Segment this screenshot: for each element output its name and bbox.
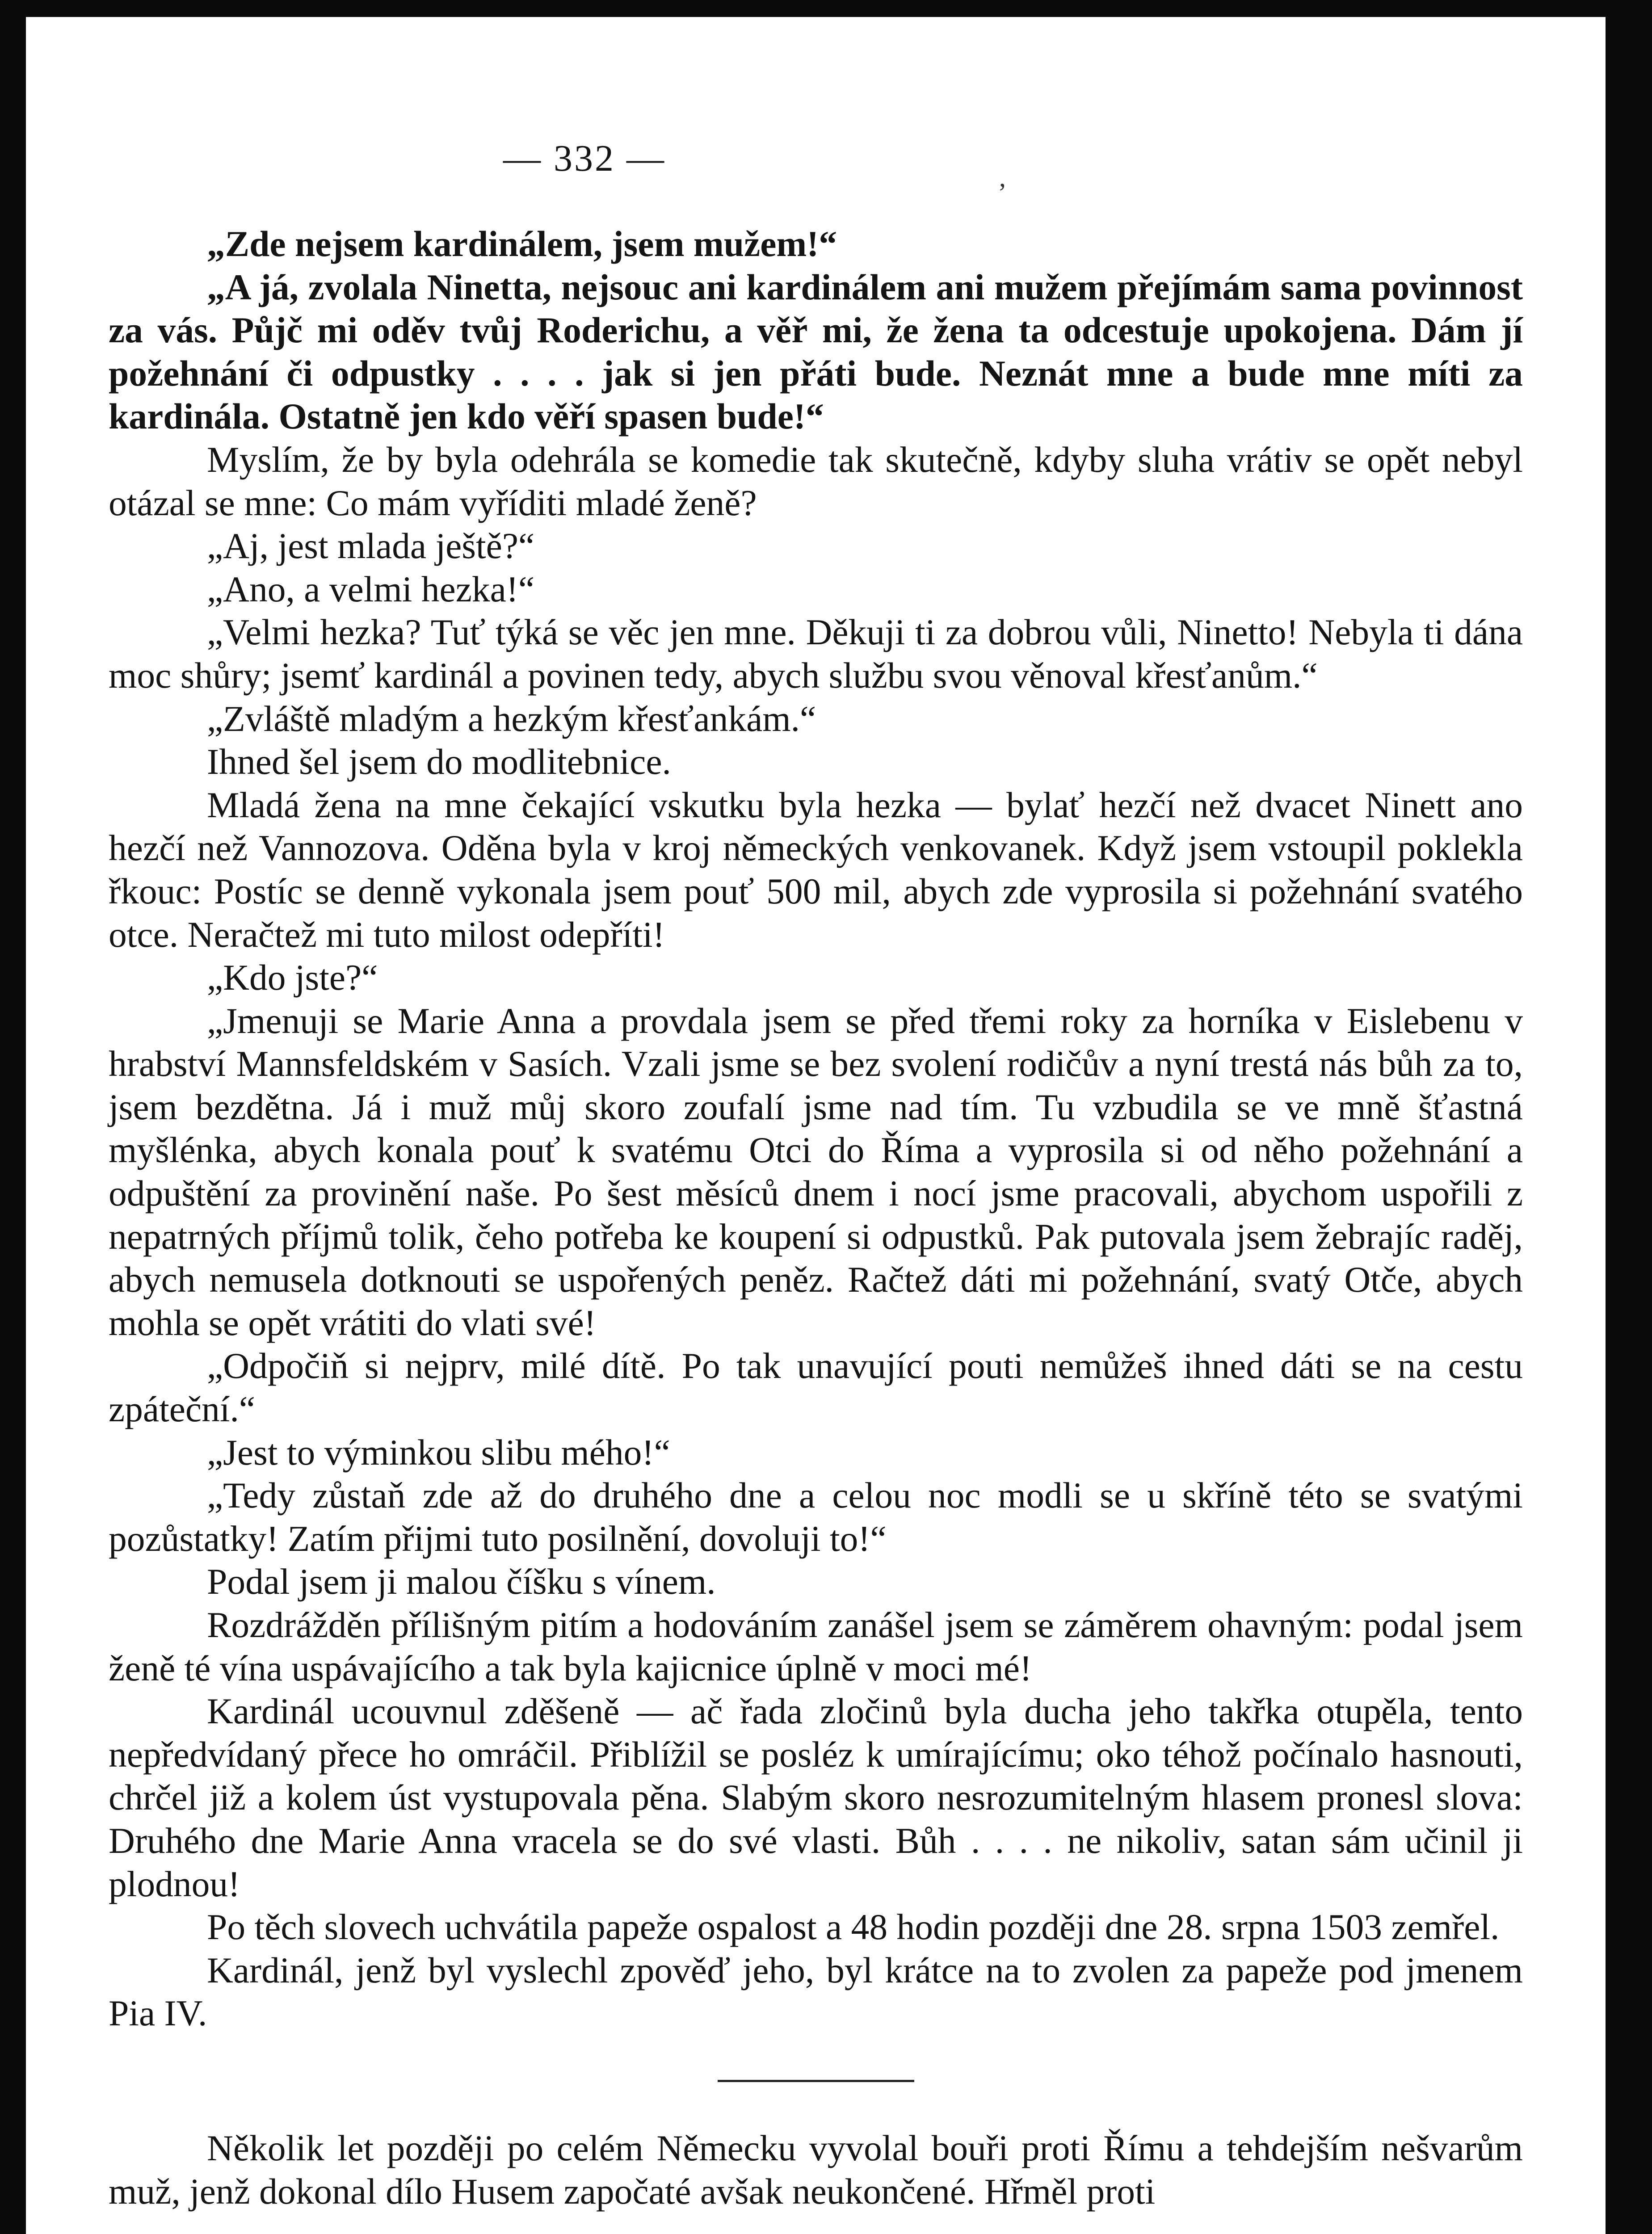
paragraph-12: „Odpočiň si nejprv, milé dítě. Po tak unavující pouti nemůžeš ihned dáti se na cestu zpáteční.“ <box>109 1345 1523 1430</box>
paragraph-13: „Jest to výminkou slibu mého!“ <box>207 1432 670 1473</box>
paragraph-8: Ihned šel jsem do modlitebnice. <box>207 741 671 782</box>
paragraph-15: Podal jsem ji malou číšku s vínem. <box>207 1561 716 1602</box>
paragraph-16: Rozdrážděn přílišným pitím a hodováním zanášel jsem se záměrem ohavným: podal jsem ženě té vína uspávajícího a tak byla kajicnice úplně v moci mé! <box>109 1604 1523 1688</box>
stray-mark: ‚ <box>998 163 1007 192</box>
paragraph-4: „Aj, jest mlada ještě?“ <box>207 525 535 567</box>
paragraph-9: Mladá žena na mne čekající vskutku byla hezka — bylať hezčí než dvacet Ninett ano hezčí než Vannozova. Oděna byla v kroj německých venkovanek. Když jsem vstoupil poklekla řkouc: Postíc se denně vykonala jsem pouť 500 mil, abych zde vyprosila si požehnání svatého otce. Neračtež mi tuto milost odepříti! <box>109 784 1523 955</box>
paragraph-17: Kardinál ucouvnul zděšeně — ač řada zločinů byla ducha jeho takřka otupěla, tento nepředvídaný přece ho omráčil. Přiblížil se posléz k umírajícímu; oko téhož počínalo hasnouti, chrčel již a kolem úst vystupovala pěna. Slabým skoro nesrozumitelným hlasem pronesl slova: Druhého dne Marie Anna vracela se do své vlasti. Bůh . . . . ne nikoliv, satan sám učinil ji plodnou! <box>109 1691 1523 1904</box>
page-number: — 332 — <box>503 138 666 179</box>
paragraph-2: „A já, zvolala Ninetta, nejsouc ani kardinálem ani mužem přejímám sama povinnost za vás. Půjč mi oděv tvůj Roderichu, a věř mi, že žena ta odcestuje upokojena. Dám jí požehnání či odpustky . . . . jak si jen přáti bude. Neznát mne a bude mne míti za kardinála. Ostatně jen kdo věří spasen bude!“ <box>109 266 1523 437</box>
paragraph-7: „Zvláště mladým a hezkým křesťankám.“ <box>207 698 816 739</box>
paragraph-20: Několik let později po celém Německu vyvolal bouři proti Římu a tehdejším nešvarům muž, jenž dokonal dílo Husem započaté avšak neukončené. Hřměl proti <box>109 2127 1523 2212</box>
paragraph-1: „Zde nejsem kardinálem, jsem mužem!“ <box>207 223 837 264</box>
paragraph-14: „Tedy zůstaň zde až do druhého dne a celou noc modli se u skříně této se svatými pozůstatky! Zatím přijmi tuto posilnění, dovoluji to!“ <box>109 1475 1523 1559</box>
paragraph-18: Po těch slovech uchvátila papeže ospalost a 48 hodin později dne 28. srpna 1503 zemřel. <box>207 1906 1500 1948</box>
paragraph-10: „Kdo jste?“ <box>207 957 378 998</box>
paragraph-3: Myslím, že by byla odehrála se komedie tak skutečně, kdyby sluha vrátiv se opět nebyl otázal se mne: Co mám vyříditi mladé ženě? <box>109 439 1523 523</box>
paragraph-19: Kardinál, jenž byl vyslechl zpověď jeho, byl krátce na to zvolen za papeže pod jmenem Pia IV. <box>109 1949 1523 2034</box>
paragraph-5: „Ano, a velmi hezka!“ <box>207 568 535 609</box>
scanned-page <box>26 17 1606 2234</box>
paragraph-6: „Velmi hezka? Tuť týká se věc jen mne. Děkuji ti za dobrou vůli, Ninetto! Nebyla ti dána moc shůry; jsemť kardinál a povinen tedy, abych službu svou věnoval křesťanům.“ <box>109 612 1523 696</box>
body-text <box>109 223 1523 2213</box>
paragraph-11: „Jmenuji se Marie Anna a provdala jsem se před třemi roky za horníka v Eislebenu v hrabství Mannsfeldském v Sasích. Vzali jsme se bez svolení rodičův a nyní trestá nás bůh za to, jsem bezdětna. Já i muž můj skoro zoufalí jsme nad tím. Tu vzbudila se ve mně šťastná myšlénka, abych konala pouť k svatému Otci do Říma a vyprosila si od něho požehnání a odpuštění za provinění naše. Po šest měsíců dnem i nocí jsme pracovali, abychom uspořili z nepatrných příjmů tolik, čeho potřeba ke koupení si odpustků. Pak putovala jsem žebrajíc raděj, abych nemusela dotknouti se uspořených peněz. Račtež dáti mi požehnání, svatý Otče, abych mohla se opět vrátiti do vlati své! <box>109 1000 1523 1343</box>
section-divider <box>718 2080 914 2082</box>
